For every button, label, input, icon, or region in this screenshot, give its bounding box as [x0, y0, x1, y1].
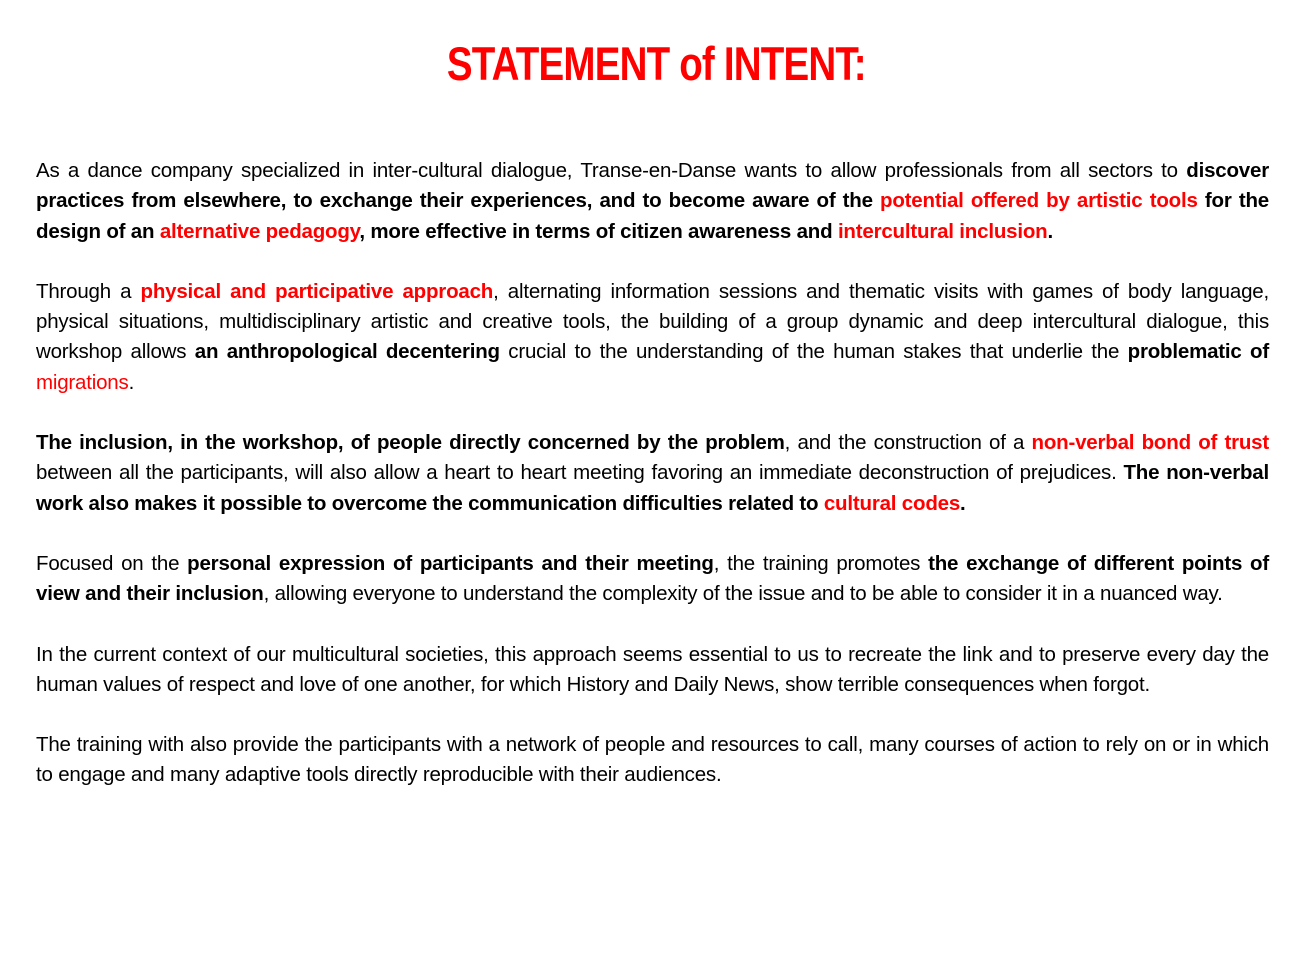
text-run: , more effective in terms of citizen awareness and — [359, 219, 838, 243]
paragraph-intro — [36, 156, 1269, 247]
text-run: an anthropological decentering — [194, 340, 500, 364]
text-run: migrations — [36, 370, 129, 394]
text-run: physical and participative approach — [140, 279, 494, 303]
paragraph-context — [36, 640, 1269, 701]
text-run: personal expression of participants and their meeting — [187, 551, 714, 575]
text-run: As a dance company specialized in inter-cultural dialogue, Transe-en-Danse wants to allow professionals from all sectors to — [36, 159, 1187, 182]
text-run: , allowing everyone to understand the complexity of the issue and to be able to consider it in a nuanced way. — [263, 582, 1223, 606]
text-run: between all the participants, will also allow a heart to heart meeting favoring an immediate deconstruction of prejudices. — [36, 461, 1124, 485]
text-run: . — [128, 370, 135, 394]
document-body — [36, 156, 1269, 821]
text-run: The inclusion, in the workshop, of people directly concerned by the problem — [36, 431, 785, 455]
text-run: . — [1047, 219, 1053, 243]
text-run: alternative pedagogy — [159, 219, 360, 243]
text-run: problematic of — [1127, 340, 1269, 364]
text-run: The training with also provide the participants with a network of people and resources to call, many courses of action to rely on or in which to engage and many adaptive tools directly reproducible with their audiences. — [36, 733, 1269, 787]
text-run: for the design of an — [36, 189, 1269, 243]
text-run: intercultural inclusion — [837, 219, 1048, 243]
paragraph-inclusion — [36, 428, 1269, 519]
page-title: STATEMENT of INTENT: — [446, 37, 866, 90]
text-run: The non-verbal work also makes it possible to overcome the communication difficulties related to — [36, 461, 1269, 515]
paragraph-approach — [36, 277, 1269, 398]
text-run: . — [960, 491, 966, 515]
text-run: the exchange of different points of view and their inclusion — [36, 551, 1269, 606]
text-run: , and the construction of a — [784, 431, 1032, 455]
text-run: non-verbal bond of trust — [1031, 431, 1270, 455]
text-run: , the training promotes — [713, 551, 929, 575]
text-run: cultural codes — [823, 491, 961, 515]
text-run: Focused on the — [36, 551, 188, 575]
text-run: , alternating information sessions and thematic visits with games of body language, physical situations, multidisciplinary artistic and creative tools, the building of a group dynamic and deep intercultural dialogue, this workshop allows — [36, 279, 1269, 364]
paragraph-network — [36, 730, 1269, 791]
text-run: Through a — [36, 279, 141, 303]
text-run: In the current context of our multicultural societies, this approach seems essential to us to recreate the link and to preserve every day the human values of respect and love of one another, for which History and Daily News, show terrible consequences when forgot. — [36, 642, 1269, 696]
text-run: crucial to the understanding of the human stakes that underlie the — [499, 340, 1128, 364]
paragraph-expression — [36, 549, 1269, 610]
text-run: potential offered by artistic tools — [880, 189, 1198, 213]
text-run: discover practices from elsewhere, to exchange their experiences, and to become aware of the — [36, 159, 1269, 213]
